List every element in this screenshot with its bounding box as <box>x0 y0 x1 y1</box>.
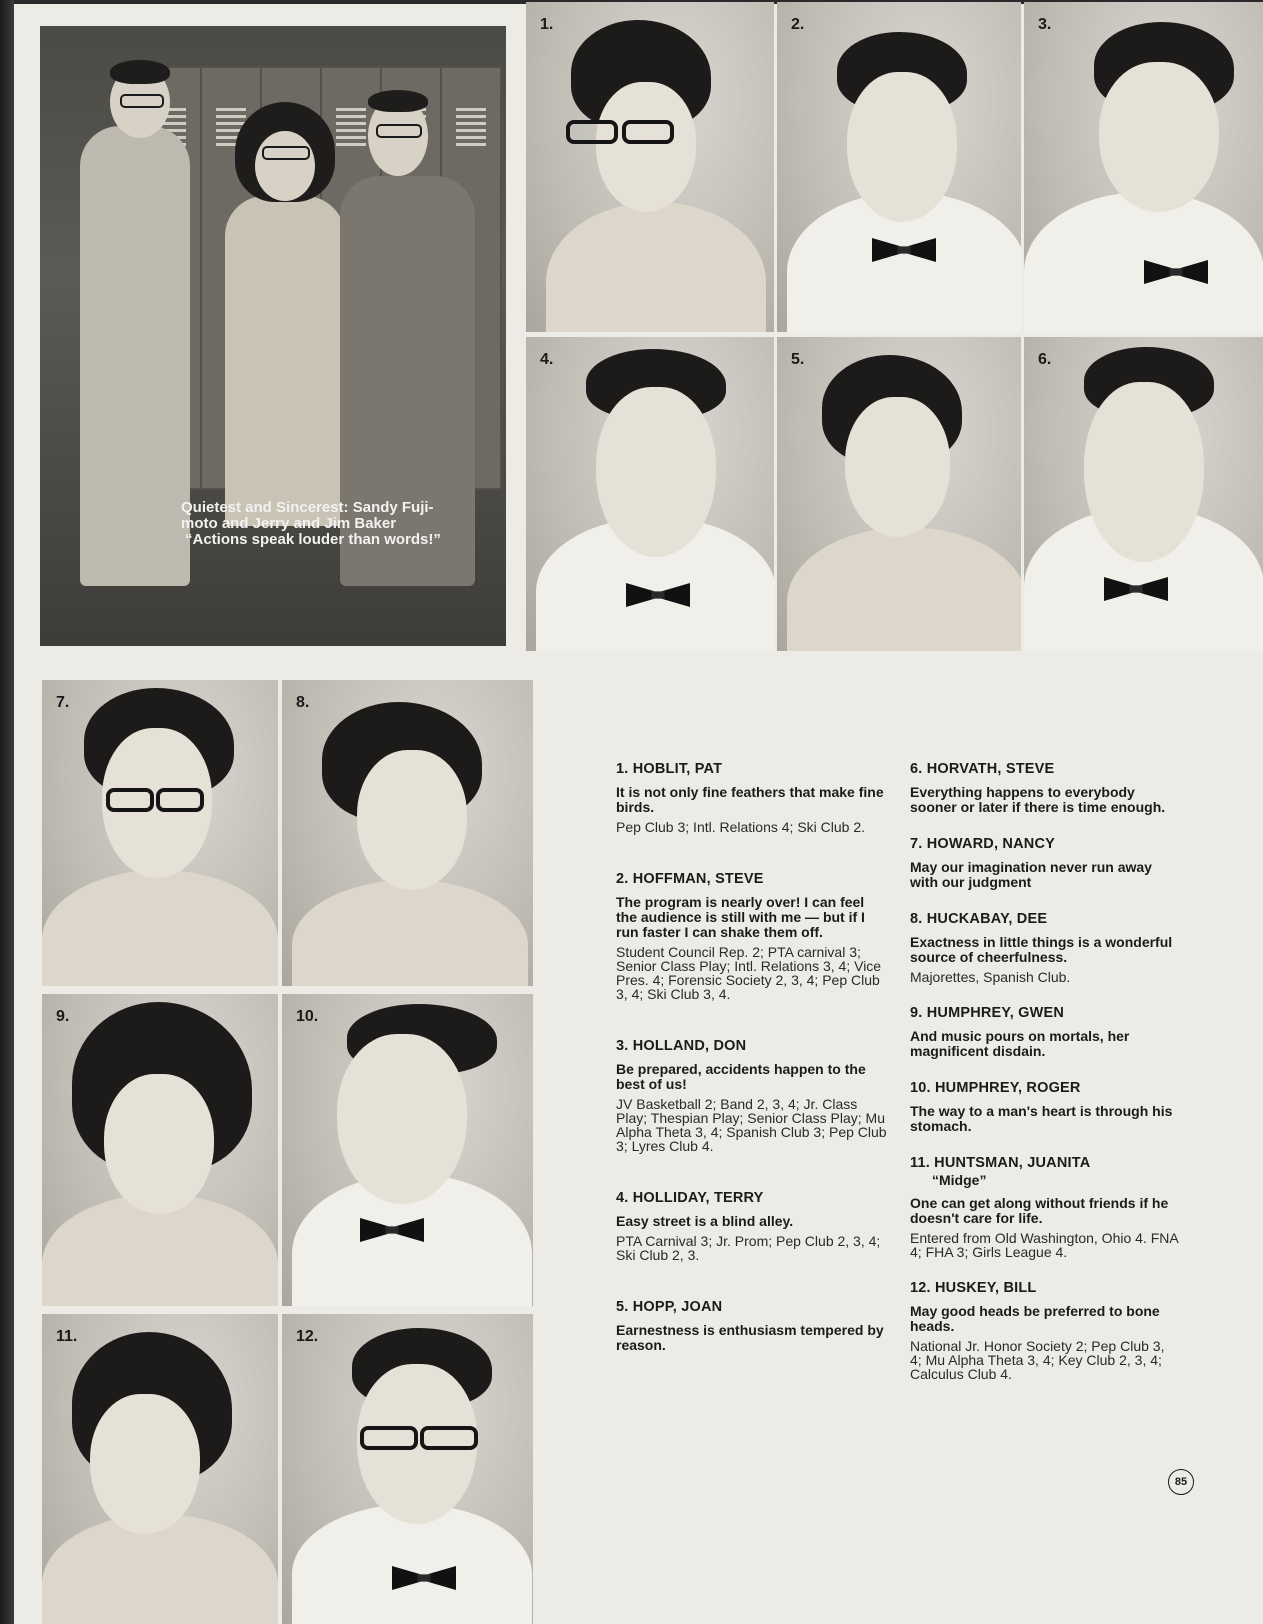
person-middle <box>225 196 345 526</box>
portrait-number: 4. <box>540 351 554 368</box>
student-nickname: “Midge” <box>932 1172 987 1188</box>
student-name: 4. HOLLIDAY, TERRY <box>616 1190 764 1206</box>
student-activities: JV Basketball 2; Band 2, 3, 4; Jr. Class Play; Thespian Play; Senior Class Play; Mu Alpha Theta 3, 4; Spanish Club 3; Pep Club 3; Lyres Club 4. <box>616 1096 887 1154</box>
portrait-1 <box>526 2 774 332</box>
portrait-number: 6. <box>1038 351 1052 368</box>
student-motto: The program is nearly over! I can feel the audience is still with me — but if I run faster I can shake them off. <box>616 894 865 940</box>
portrait-3 <box>1024 2 1263 332</box>
student-activities: Majorettes, Spanish Club. <box>910 969 1071 985</box>
portrait-11 <box>42 1314 278 1624</box>
glasses <box>376 124 422 138</box>
portrait-10 <box>282 994 533 1306</box>
bio-column-right <box>910 762 1180 1403</box>
bio-entry <box>910 912 1180 984</box>
student-activities: Student Council Rep. 2; PTA carnival 3; Senior Class Play; Intl. Relations 3, 4; Vice Pres. 4; Forensic Society 2, 3, 4; Pep Club 3, 4; Ski Club 3, 4. <box>616 944 882 1002</box>
portrait-2 <box>777 2 1021 332</box>
student-name: 5. HOPP, JOAN <box>616 1299 723 1315</box>
bio-column-left <box>616 762 888 1375</box>
person-middle-head <box>255 131 315 201</box>
student-motto: One can get along without friends if he doesn't care for life. <box>910 1195 1169 1226</box>
portrait-number: 7. <box>56 694 70 711</box>
student-name: 11. HUNTSMAN, JUANITA <box>910 1155 1091 1171</box>
portrait-number: 1. <box>540 16 554 33</box>
student-activities: National Jr. Honor Society 2; Pep Club 3, 4; Mu Alpha Theta 3, 4; Key Club 2, 3, 4; Calculus Club 4. <box>910 1338 1165 1382</box>
bio-entry <box>910 762 1180 815</box>
candid-photo <box>40 26 506 646</box>
portrait-number: 3. <box>1038 16 1052 33</box>
candid-caption <box>181 500 511 548</box>
caption-line: moto and Jerry and Jim Baker <box>181 515 397 532</box>
student-name: 8. HUCKABAY, DEE <box>910 911 1048 927</box>
page-number: 85 <box>1168 1469 1194 1495</box>
portrait-number: 11. <box>56 1328 78 1345</box>
student-name: 6. HORVATH, STEVE <box>910 761 1055 777</box>
student-name: 9. HUMPHREY, GWEN <box>910 1005 1065 1021</box>
portrait-number: 10. <box>296 1008 319 1025</box>
student-activities: PTA Carnival 3; Jr. Prom; Pep Club 2, 3, 4; Ski Club 2, 3. <box>616 1233 881 1263</box>
student-motto: Earnestness is enthusiasm tempered by reason. <box>616 1322 884 1353</box>
bio-entry <box>910 837 1180 890</box>
student-motto: Be prepared, accidents happen to the best of us! <box>616 1061 866 1092</box>
bio-entry <box>910 1081 1180 1134</box>
page-binding-edge <box>0 0 14 1624</box>
portrait-number: 9. <box>56 1008 70 1025</box>
student-motto: Exactness in little things is a wonderful source of cheerfulness. <box>910 934 1173 965</box>
portrait-4 <box>526 337 774 651</box>
person-left <box>80 126 190 586</box>
student-motto: Everything happens to everybody sooner or later if there is time enough. <box>910 784 1166 815</box>
bio-entry <box>616 1191 888 1262</box>
glasses <box>120 94 164 108</box>
student-activities: Pep Club 3; Intl. Relations 4; Ski Club 2. <box>616 819 866 835</box>
portrait-12 <box>282 1314 533 1624</box>
bio-entry <box>616 1300 888 1353</box>
student-motto: It is not only fine feathers that make fine birds. <box>616 784 884 815</box>
caption-line: “Actions speak louder than words!” <box>185 531 441 548</box>
student-motto: May good heads be preferred to bone heads. <box>910 1303 1160 1334</box>
portrait-number: 2. <box>791 16 805 33</box>
portrait-5 <box>777 337 1021 651</box>
student-name: 7. HOWARD, NANCY <box>910 836 1055 852</box>
bio-entry <box>910 1006 1180 1059</box>
portrait-9 <box>42 994 278 1306</box>
caption-line: Quietest and Sincerest: Sandy Fuji- <box>181 499 434 516</box>
portrait-number: 12. <box>296 1328 319 1345</box>
portrait-number: 5. <box>791 351 805 368</box>
bio-entry <box>910 1156 1180 1259</box>
student-name: 12. HUSKEY, BILL <box>910 1280 1037 1296</box>
bio-entry <box>616 762 888 834</box>
bio-entry <box>616 872 888 1001</box>
portrait-7 <box>42 680 278 986</box>
student-name: 3. HOLLAND, DON <box>616 1038 747 1054</box>
student-motto: May our imagination never run away with our judgment <box>910 859 1152 890</box>
student-motto: And music pours on mortals, her magnificent disdain. <box>910 1028 1130 1059</box>
portrait-number: 8. <box>296 694 310 711</box>
bio-entry <box>910 1281 1180 1381</box>
student-motto: The way to a man's heart is through his stomach. <box>910 1103 1173 1134</box>
person-right-hair <box>368 90 428 112</box>
bio-entry <box>616 1039 888 1153</box>
student-motto: Easy street is a blind alley. <box>616 1213 794 1229</box>
person-left-hair <box>110 60 170 84</box>
student-activities: Entered from Old Washington, Ohio 4. FNA 4; FHA 3; Girls League 4. <box>910 1230 1178 1260</box>
student-name: 2. HOFFMAN, STEVE <box>616 871 764 887</box>
glasses <box>262 146 310 160</box>
portrait-6 <box>1024 337 1263 651</box>
student-name: 10. HUMPHREY, ROGER <box>910 1080 1081 1096</box>
student-name: 1. HOBLIT, PAT <box>616 761 723 777</box>
portrait-8 <box>282 680 533 986</box>
